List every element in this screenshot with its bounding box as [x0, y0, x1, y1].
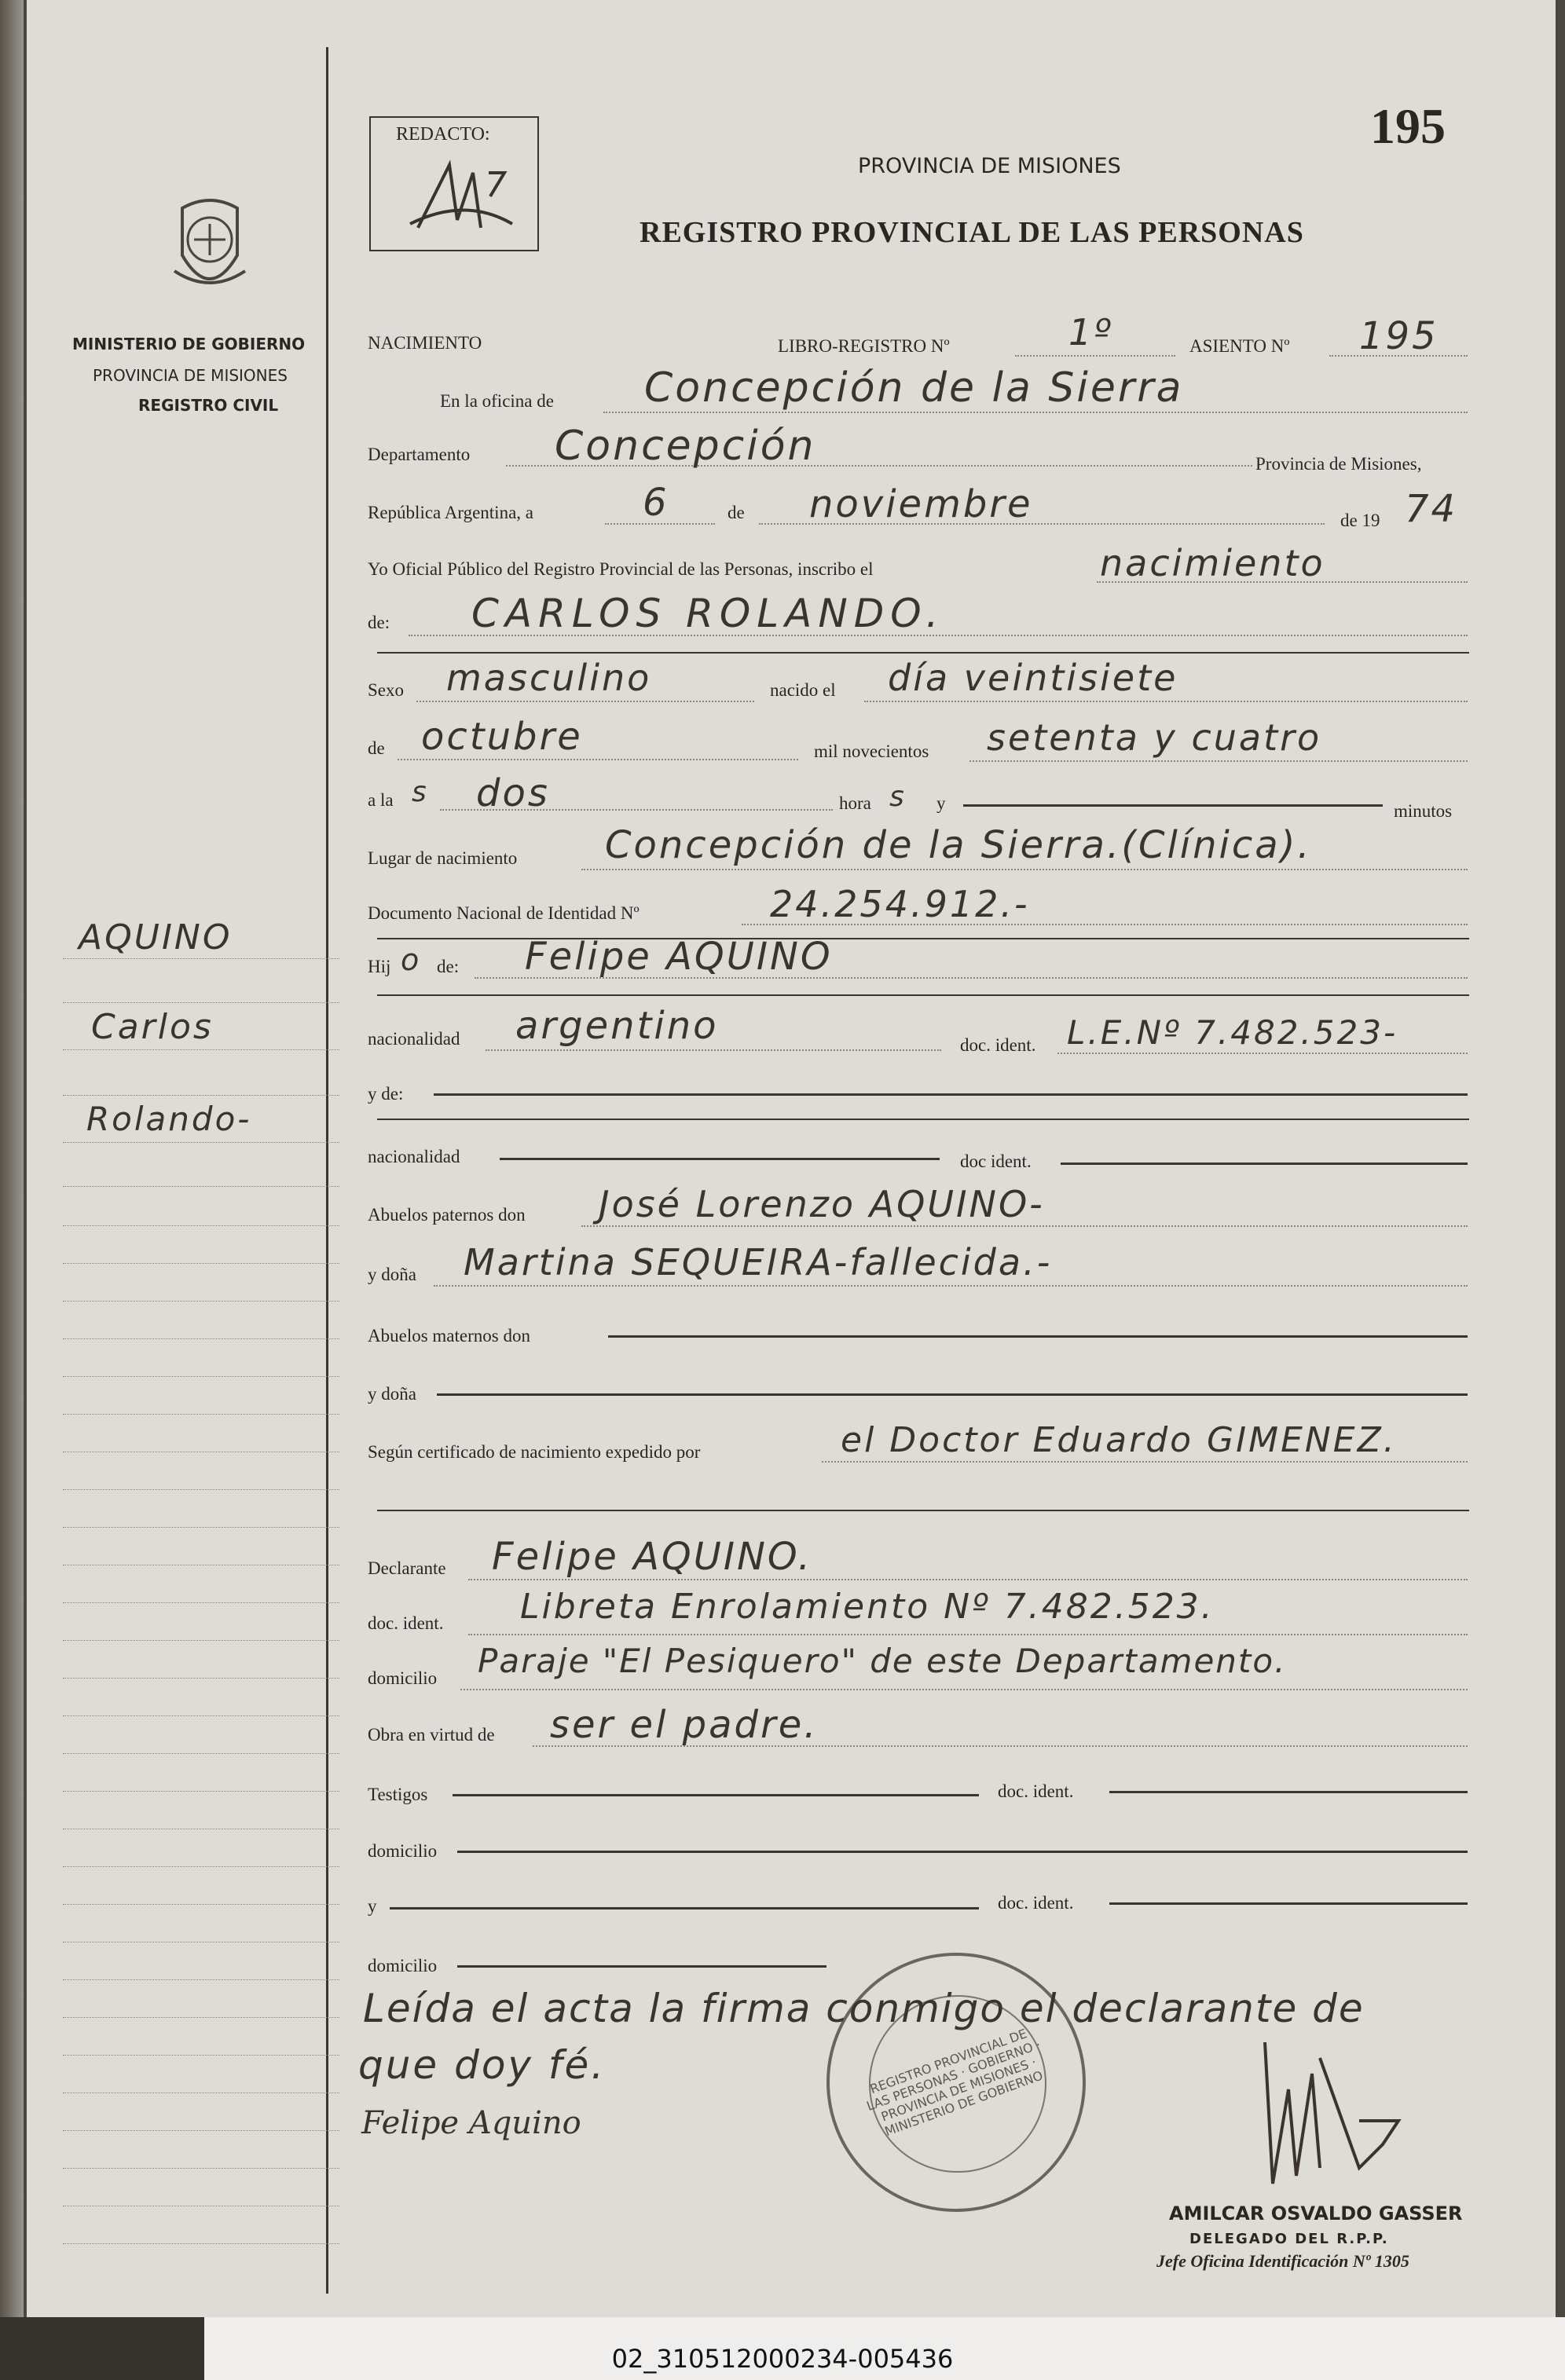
- abuelos-pat-label: Abuelos paternos don: [368, 1205, 526, 1225]
- oficina-label: En la oficina de: [440, 391, 554, 411]
- dia-value: 6: [643, 481, 669, 525]
- ydona-label: y doña: [368, 1265, 416, 1284]
- docident2-label: doc ident.: [960, 1152, 1032, 1171]
- nombre-value: CARLOS ROLANDO.: [471, 591, 945, 636]
- anio-nac-value: setenta y cuatro: [987, 716, 1322, 759]
- margin-first-name: Carlos: [91, 1007, 214, 1047]
- docident3-value: Libreta Enrolamiento Nº 7.482.523.: [520, 1587, 1215, 1627]
- domicilio-label: domicilio: [368, 1668, 438, 1688]
- scan-caption: 02_310512000234-005436: [611, 2344, 954, 2374]
- coat-of-arms-icon: [151, 192, 269, 310]
- signer-name: AMILCAR OSVALDO GASSER: [1169, 2202, 1463, 2224]
- hora-suffix: s: [889, 781, 907, 813]
- hijo-de-label: de:: [437, 957, 460, 976]
- libro-label: LIBRO-REGISTRO Nº: [778, 336, 950, 356]
- seal-text: REGISTRO PROVINCIAL DE LAS PERSONAS · GOBIERNO · PROVINCIA DE MISIONES · MINISTERIO DE GOBIERNO: [864, 2026, 1045, 2140]
- margin-surname: AQUINO: [79, 917, 233, 957]
- certificado-label: Según certificado de nacimiento expedido por: [368, 1442, 701, 1462]
- departamento-label: Departamento: [368, 445, 471, 464]
- signer-title: DELEGADO DEL R.P.P.: [1189, 2231, 1389, 2247]
- testigos-label: Testigos: [368, 1785, 428, 1804]
- hijo-suffix: o: [401, 943, 422, 977]
- declarante-signature: Felipe Aquino: [361, 2105, 581, 2141]
- mes-nac-value: octubre: [421, 715, 583, 759]
- abuelo-pat-value: José Lorenzo AQUINO-: [599, 1183, 1045, 1225]
- obra-label: Obra en virtud de: [368, 1725, 495, 1745]
- page-number: 195: [1370, 98, 1446, 154]
- republica-label: República Argentina, a: [368, 503, 533, 522]
- domicilio2-label: domicilio: [368, 1841, 438, 1861]
- margin-divider: [326, 47, 328, 2294]
- nacido-value: día veintisiete: [888, 657, 1178, 699]
- hora-value: dos: [476, 771, 550, 815]
- y-label: y: [936, 793, 946, 813]
- registro-title: REGISTRO PROVINCIAL DE LAS PERSONAS: [640, 216, 1304, 249]
- oficina-value: Concepción de la Sierra: [644, 364, 1184, 412]
- domicilio-value: Paraje "El Pesiquero" de este Departamento.: [478, 1642, 1287, 1680]
- mes-value: noviembre: [809, 482, 1033, 526]
- official-signature-icon: [1241, 2027, 1422, 2199]
- nacido-label: nacido el: [770, 680, 836, 700]
- libro-value: 1º: [1068, 311, 1113, 353]
- mil-label: mil novecientos: [814, 741, 929, 761]
- nacimiento-label: NACIMIENTO: [368, 333, 482, 353]
- de2-label: de:: [368, 613, 390, 632]
- hijo-label: Hij: [368, 957, 391, 976]
- ydona2-label: y doña: [368, 1384, 416, 1404]
- obra-value: ser el padre.: [550, 1703, 819, 1747]
- certificado-value: el Doctor Eduardo GIMENEZ.: [841, 1420, 1397, 1460]
- yde-label: y de:: [368, 1084, 404, 1104]
- docident-label: doc. ident.: [960, 1035, 1036, 1055]
- oficial-value: nacimiento: [1100, 542, 1325, 584]
- ministerio-label: MINISTERIO DE GOBIERNO: [72, 335, 306, 353]
- leida-line1: Leída el acta la firma conmigo el declarante de: [363, 1986, 1365, 2031]
- dni-value: 24.254.912.-: [770, 883, 1030, 925]
- docident-value: L.E.Nº 7.482.523-: [1067, 1013, 1398, 1052]
- de-label: de: [728, 503, 745, 522]
- departamento-value: Concepción: [555, 423, 816, 470]
- docident5-label: doc. ident.: [998, 1893, 1074, 1913]
- sexo-label: Sexo: [368, 680, 404, 700]
- anio-prefix: de 19: [1340, 511, 1380, 530]
- provincia-title: PROVINCIA DE MISIONES: [858, 154, 1121, 178]
- sexo-value: masculino: [446, 657, 652, 699]
- nacionalidad-label: nacionalidad: [368, 1029, 460, 1049]
- ala-suffix: s: [412, 776, 429, 808]
- redacto-signature-icon: [402, 149, 520, 243]
- redacto-label: REDACTO:: [396, 124, 490, 145]
- declarante-label: Declarante: [368, 1558, 446, 1578]
- dni-label: Documento Nacional de Identidad Nº: [368, 903, 640, 923]
- de3-label: de: [368, 738, 385, 758]
- signer-office: Jefe Oficina Identificación Nº 1305: [1156, 2251, 1409, 2271]
- margin-second-name: Rolando-: [86, 1100, 252, 1138]
- padre-value: Felipe AQUINO: [525, 935, 833, 979]
- lugar-label: Lugar de nacimiento: [368, 848, 518, 868]
- registro-civil-label: REGISTRO CIVIL: [138, 396, 279, 415]
- nacionalidad-value: argentino: [515, 1004, 719, 1048]
- asiento-label: ASIENTO Nº: [1189, 336, 1290, 356]
- docident3-label: doc. ident.: [368, 1613, 444, 1633]
- asiento-value: 195: [1359, 314, 1439, 358]
- ala-label: a la: [368, 790, 394, 810]
- abuela-pat-value: Martina SEQUEIRA-fallecida.-: [464, 1241, 1053, 1283]
- nacionalidad2-label: nacionalidad: [368, 1147, 460, 1166]
- book-gutter: [0, 0, 24, 2317]
- docident4-label: doc. ident.: [998, 1781, 1074, 1801]
- oficial-label: Yo Oficial Público del Registro Provincial de las Personas, inscribo el: [368, 559, 874, 579]
- minutos-label: minutos: [1394, 801, 1453, 821]
- redacto-box: [369, 116, 539, 251]
- abuelos-mat-label: Abuelos maternos don: [368, 1326, 530, 1346]
- provincia-label: Provincia de Misiones,: [1255, 454, 1422, 474]
- anio-value: 74: [1405, 487, 1458, 531]
- provincia-label: PROVINCIA DE MISIONES: [93, 366, 288, 385]
- y2-label: y: [368, 1896, 377, 1916]
- domicilio3-label: domicilio: [368, 1956, 438, 1975]
- leida-line2: que doy fé.: [358, 2042, 607, 2088]
- hora-label: hora: [839, 793, 871, 813]
- declarante-value: Felipe AQUINO.: [492, 1535, 812, 1579]
- lugar-value: Concepción de la Sierra.(Clínica).: [605, 823, 1312, 867]
